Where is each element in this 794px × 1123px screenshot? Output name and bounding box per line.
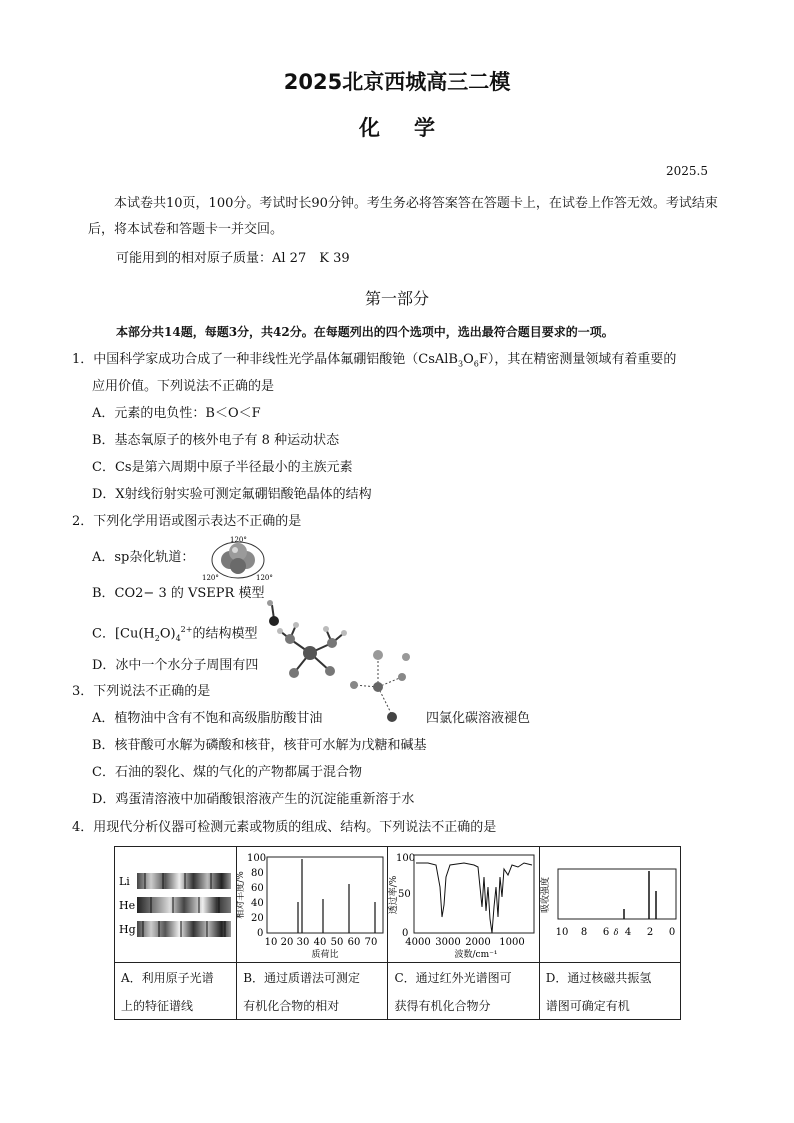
nmr-spectrum-cell — [539, 847, 680, 963]
ms-xlabel: 质荷比 — [311, 950, 339, 959]
subject-title: 化学 — [359, 116, 469, 140]
exam-date: 2025.5 — [666, 164, 708, 178]
q3-option-c: C．石油的裂化、煤的气化的产物都属于混合物 — [92, 765, 362, 780]
ms-xtick: 70 — [364, 937, 378, 948]
sp-orbital-figure — [200, 534, 276, 584]
caption-a-line2: 上的特征谱线 — [121, 999, 194, 1013]
ms-ytick: 80 — [251, 868, 264, 879]
spectrum-label-he: He — [119, 899, 136, 912]
nmr-ylabel: 吸收强度 — [540, 876, 551, 914]
nmr-xtick: 2 — [646, 927, 653, 938]
ms-ytick: 100 — [247, 853, 267, 864]
caption-b-line1: B．通过质谱法可测定 — [243, 971, 361, 985]
caption-d — [539, 963, 680, 1020]
caption-c-line1: C．通过红外光谱图可 — [394, 971, 512, 985]
spectrum-label-hg: Hg — [119, 923, 136, 936]
q1-stem-cont: 应用价值。下列说法不正确的是 — [92, 379, 275, 394]
q2-option-a: A．sp杂化轨道： — [92, 550, 195, 565]
ms-ytick: 20 — [251, 913, 264, 924]
q1-option-a: A．元素的电负性：B＜O＜F — [92, 406, 261, 421]
q1-stem: 1．中国科学家成功合成了一种非线性光学晶体氟硼铝酸铯$(CsAlB_3O_6F)$，其在精密测量领域有着重要的 — [72, 352, 677, 369]
mass-spectrum — [237, 847, 387, 959]
ms-ylabel: 相对丰度/% — [237, 871, 247, 919]
atomic-masses: 可能用到的相对原子质量：Al 27 K 39 — [116, 251, 350, 266]
angle-label-left: 120° — [202, 574, 219, 582]
q1-option-c: C．Cs是第六周期中原子半径最小的主族元素 — [92, 460, 353, 475]
q3-option-a: A．植物油中含有不饱和高级脂肪酸甘油 — [92, 711, 323, 726]
nmr-spectrum — [540, 847, 680, 959]
q4-stem: 4．用现代分析仪器可检测元素或物质的组成、结构。下列说法不正确的是 — [72, 820, 497, 835]
ir-ylabel: 透过率/% — [389, 875, 400, 915]
nmr-xtick: 6 — [602, 927, 609, 938]
part-description: 本部分共14题，每题3分，共42分。在每题列出的四个选项中，选出最符合题目要求的一项。 — [116, 325, 614, 339]
nmr-xtick: 10 — [555, 927, 569, 938]
ms-xtick: 20 — [280, 937, 294, 948]
q2-option-c: C．[$Cu(H_2O)_4^{2+}$的结构模型 — [92, 625, 258, 643]
angle-label-right: 120° — [256, 574, 273, 582]
nmr-delta: δ — [613, 928, 619, 937]
ms-ytick: 40 — [251, 898, 264, 909]
instructions: 本试卷共10页，100分。考试时长90分钟。考生务必将答案答在答题卡上，在试卷上作答无效。考试结束后，将本试卷和答题卡一并交回。 — [88, 196, 718, 237]
q2-stem: 2．下列化学用语或图示表达不正确的是 — [72, 514, 302, 529]
ms-ytick: 60 — [251, 883, 264, 894]
angle-label-top: 120° — [230, 536, 247, 544]
molecule-models-figure — [250, 585, 420, 725]
ir-xlabel: 波数/cm⁻¹ — [454, 950, 498, 959]
caption-a-line1: A．利用原子光谱 — [121, 971, 214, 985]
caption-c — [388, 963, 539, 1020]
q3-option-d: D．鸡蛋清溶液中加硝酸银溶液产生的沉淀能重新溶于水 — [92, 792, 415, 807]
q1-option-d: D．X射线衍射实验可测定氟硼铝酸铯晶体的结构 — [92, 487, 372, 502]
q3-option-b: B．核苷酸可水解为磷酸和核苷，核苷可水解为戊糖和碱基 — [92, 738, 427, 753]
part-title: 第一部分 — [364, 289, 429, 308]
exam-title: 2025北京西城高三二模 — [283, 70, 511, 94]
spectrum-label-li: Li — [119, 875, 130, 888]
ir-xtick: 2000 — [465, 937, 492, 948]
ir-spectrum-cell — [388, 847, 539, 963]
ms-xtick: 60 — [347, 937, 361, 948]
caption-d-line2: 谱图可确定有机 — [545, 999, 630, 1013]
caption-d-line1: D．通过核磁共振氢 — [545, 971, 652, 985]
atomic-spectra-cell — [115, 847, 237, 963]
ms-xtick: 10 — [264, 937, 278, 948]
q1-option-b: B．基态氧原子的核外电子有 8 种运动状态 — [92, 433, 340, 448]
caption-c-line2: 获得有机化合物分 — [394, 999, 491, 1013]
ir-ytick: 100 — [396, 853, 416, 864]
q3-stem: 3．下列说法不正确的是 — [72, 684, 211, 699]
q2-option-b: B．CO2− 3 的 VSEPR 模型 — [92, 586, 265, 601]
nmr-xtick: 4 — [624, 927, 631, 938]
caption-b-line2: 有机化合物的相对 — [243, 999, 340, 1013]
ir-xtick: 1000 — [499, 937, 526, 948]
ir-xtick: 3000 — [435, 937, 462, 948]
ms-xtick: 40 — [313, 937, 327, 948]
mass-spectrum-cell — [237, 847, 388, 963]
ir-ytick: 0 — [402, 928, 409, 939]
q4-figure-table — [114, 846, 681, 1020]
ms-ytick: 0 — [257, 928, 264, 939]
nmr-xtick: 8 — [580, 927, 587, 938]
ir-spectrum — [388, 847, 538, 959]
ms-xtick: 30 — [296, 937, 310, 948]
atomic-spectra — [115, 847, 236, 959]
q3-option-a-tail: 四氯化碳溶液褪色 — [426, 711, 531, 726]
ms-xtick: 50 — [330, 937, 344, 948]
q2-option-d: D．冰中一个水分子周围有四 — [92, 658, 259, 673]
caption-a — [115, 963, 237, 1020]
caption-b — [237, 963, 388, 1020]
ir-ytick: 50 — [398, 889, 412, 900]
ir-xtick: 4000 — [405, 937, 432, 948]
nmr-xtick: 0 — [668, 927, 675, 938]
